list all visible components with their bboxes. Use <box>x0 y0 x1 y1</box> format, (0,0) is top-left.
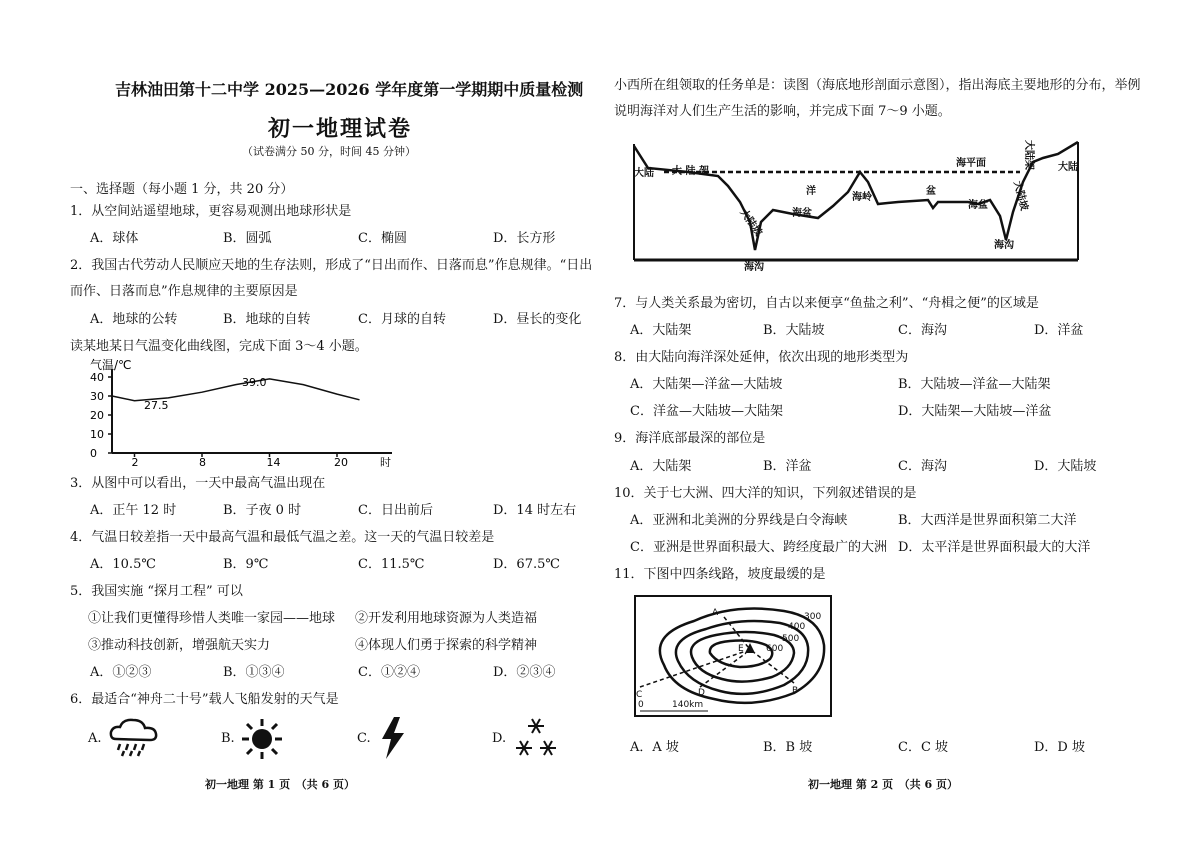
scale-zero: 0 <box>638 700 644 710</box>
q11-option-d[interactable]: D．D 坡 <box>1034 740 1085 755</box>
label-slope-left: 大陆坡 <box>737 207 764 239</box>
point-label-a: A <box>712 608 719 618</box>
q9-option-b[interactable]: B．洋盆 <box>763 459 812 474</box>
q8-option-a[interactable]: A．大陆架—洋盆—大陆坡 <box>630 377 783 392</box>
q4-option-b[interactable]: B．9℃ <box>223 557 269 572</box>
label-slope-right: 大陆坡 <box>1011 179 1030 212</box>
label-basin-2: 海盆 <box>968 200 988 211</box>
q2-option-c[interactable]: C．月球的自转 <box>358 312 446 327</box>
q5-option-b[interactable]: B．①③④ <box>223 665 285 680</box>
point-label-b: B <box>792 686 799 696</box>
q3-option-a[interactable]: A．正午 12 时 <box>90 503 177 518</box>
label-basin-char: 盆 <box>926 186 936 197</box>
q5-item-2: ②开发利用地球资源为人类造福 <box>355 611 538 626</box>
question-1: 1．从空间站遥望地球，更容易观测出地球形状是 <box>70 204 352 219</box>
q7-option-a[interactable]: A．大陆架 <box>630 323 692 338</box>
intro-line-1: 小西所在组领取的任务单是：读图（海底地形剖面示意图），指出海底主要地形的分布，举例 <box>614 78 1141 93</box>
label-trench-left: 海沟 <box>744 262 764 273</box>
q10-option-b[interactable]: B．大西洋是世界面积第二大洋 <box>898 513 1077 528</box>
ocean-floor-diagram <box>628 132 1084 278</box>
q3-4-intro: 读某地某日气温变化曲线图，完成下面 3～4 小题。 <box>70 339 368 354</box>
q6-option-a[interactable]: A. <box>88 731 102 746</box>
chart-series <box>112 379 360 401</box>
label-ocean: 洋 <box>806 186 816 197</box>
q1-option-d[interactable]: D．长方形 <box>493 231 556 246</box>
question-8: 8．由大陆向海洋深处延伸，依次出现的地形类型为 <box>614 350 909 365</box>
chart-ytick-label: 40 <box>90 371 104 384</box>
page-2-footer: 初一地理 第 2 页 （共 6 页） <box>808 778 958 791</box>
question-7: 7．与人类关系最为密切，自古以来便享“鱼盐之利”、“舟楫之便”的区域是 <box>614 296 1039 311</box>
chart-x-unit: 时 <box>380 456 391 467</box>
label-sea-level: 海平面 <box>956 158 986 169</box>
q3-option-d[interactable]: D．14 时左右 <box>493 503 577 518</box>
q2-option-d[interactable]: D．昼长的变化 <box>493 312 582 327</box>
q2-option-a[interactable]: A．地球的公转 <box>90 312 178 327</box>
q9-option-c[interactable]: C．海沟 <box>898 459 947 474</box>
temperature-line <box>112 379 360 401</box>
q1-option-b[interactable]: B．圆弧 <box>223 231 272 246</box>
q7-option-d[interactable]: D．洋盆 <box>1034 323 1084 338</box>
q4-option-a[interactable]: A．10.5℃ <box>90 557 156 572</box>
q6-option-d[interactable]: D. <box>492 731 507 746</box>
q5-option-a[interactable]: A．①②③ <box>90 665 152 680</box>
contour-label-600: 600 <box>766 644 784 654</box>
q5-option-d[interactable]: D．②③④ <box>493 665 556 680</box>
question-5: 5．我国实施 “探月工程” 可以 <box>70 584 243 599</box>
chart-xtick-label: 20 <box>334 456 348 467</box>
q10-option-a[interactable]: A．亚洲和北美洲的分界线是白令海峡 <box>630 513 848 528</box>
section-title: 一、选择题（每小题 1 分，共 20 分） <box>70 182 294 197</box>
temperature-chart <box>82 355 402 467</box>
chart-xtick-label: 2 <box>131 456 139 467</box>
point-label-d: D <box>698 688 705 698</box>
q2-option-b[interactable]: B．地球的自转 <box>223 312 311 327</box>
chart-ytick-label: 30 <box>90 390 104 403</box>
q5-item-3: ③推动科技创新，增强航天实力 <box>88 638 271 653</box>
chart-ylabel: 气温/℃ <box>90 358 132 372</box>
label-shelf-left: 大 陆 架 <box>672 166 709 177</box>
sun-icon <box>240 717 284 761</box>
label-shelf-right: 大陆架 <box>1023 140 1034 170</box>
point-label-e: E <box>738 644 744 654</box>
q8-option-c[interactable]: C．洋盆—大陆坡—大陆架 <box>630 404 783 419</box>
q10-option-d[interactable]: D．太平洋是世界面积最大的大洋 <box>898 540 1091 555</box>
chart-ytick-label: 0 <box>90 447 97 460</box>
label-left-land: 大陆 <box>634 168 654 179</box>
label-trench-right: 海沟 <box>994 240 1014 251</box>
question-2-line1: 2．我国古代劳动人民顺应天地的生存法则，形成了“日出而作、日落而息”作息规律。“日出 <box>70 258 593 273</box>
label-ridge: 海岭 <box>852 192 872 203</box>
exam-info: （试卷满分 50 分，时间 45 分钟） <box>242 145 416 158</box>
q3-option-c[interactable]: C．日出前后 <box>358 503 433 518</box>
q1-option-a[interactable]: A．球体 <box>90 231 139 246</box>
question-9: 9．海洋底部最深的部位是 <box>614 431 766 446</box>
q10-option-c[interactable]: C．亚洲是世界面积最大、跨经度最广的大洲 <box>630 540 887 555</box>
q8-option-b[interactable]: B．大陆坡—洋盆—大陆架 <box>898 377 1051 392</box>
question-2-line2: 而作、日落而息”作息规律的主要原因是 <box>70 284 298 299</box>
q6-option-c[interactable]: C. <box>357 731 371 746</box>
chart-label-min: 27.5 <box>144 399 169 412</box>
rain-cloud-icon <box>108 717 160 757</box>
question-4: 4．气温日较差指一天中最高气温和最低气温之差。这一天的气温日较差是 <box>70 530 495 545</box>
chart-ytick-label: 10 <box>90 428 104 441</box>
q7-option-b[interactable]: B．大陆坡 <box>763 323 825 338</box>
question-3: 3．从图中可以看出，一天中最高气温出现在 <box>70 476 326 491</box>
q3-option-b[interactable]: B．子夜 0 时 <box>223 503 302 518</box>
q11-option-b[interactable]: B．B 坡 <box>763 740 813 755</box>
exam-title: 初一地理试卷 <box>268 116 413 142</box>
q4-option-d[interactable]: D．67.5℃ <box>493 557 560 572</box>
question-6: 6．最适合“神舟二十号”载人飞船发射的天气是 <box>70 692 339 707</box>
contour-label-400: 400 <box>788 622 806 632</box>
snowflake-icon <box>512 716 560 760</box>
label-right-land: 大陆 <box>1058 162 1078 173</box>
q9-option-a[interactable]: A．大陆架 <box>630 459 692 474</box>
q5-option-c[interactable]: C．①②④ <box>358 665 420 680</box>
chart-xtick-label: 8 <box>199 456 206 467</box>
point-label-c: C <box>636 690 643 700</box>
chart-label-max: 39.0 <box>242 376 267 389</box>
question-11: 11．下图中四条线路，坡度最缓的是 <box>614 567 826 582</box>
q8-option-d[interactable]: D．大陆架—大陆坡—洋盆 <box>898 404 1052 419</box>
question-10: 10．关于七大洲、四大洋的知识，下列叙述错误的是 <box>614 486 917 501</box>
q4-option-c[interactable]: C．11.5℃ <box>358 557 425 572</box>
label-basin-1: 海盆 <box>792 208 812 219</box>
q5-item-4: ④体现人们勇于探索的科学精神 <box>355 638 538 653</box>
q6-option-b[interactable]: B. <box>221 731 235 746</box>
scale-text: 140km <box>672 700 704 710</box>
intro-line-2: 说明海洋对人们生产生活的影响，并完成下面 7～9 小题。 <box>614 104 951 119</box>
q7-option-c[interactable]: C．海沟 <box>898 323 947 338</box>
lightning-icon <box>378 715 408 761</box>
chart-xtick-label: 14 <box>266 456 281 467</box>
header-title: 吉林油田第十二中学 2025—2026 学年度第一学期期中质量检测 <box>115 80 584 99</box>
q11-option-a[interactable]: A．A 坡 <box>630 740 679 755</box>
contour-label-500: 500 <box>782 634 800 644</box>
contour-label-300: 300 <box>804 612 822 622</box>
contour-map <box>634 595 832 717</box>
q11-option-c[interactable]: C．C 坡 <box>898 740 949 755</box>
q9-option-d[interactable]: D．大陆坡 <box>1034 459 1097 474</box>
page-1-footer: 初一地理 第 1 页 （共 6 页） <box>205 778 355 791</box>
chart-ytick-label: 20 <box>90 409 104 422</box>
q1-option-c[interactable]: C．椭圆 <box>358 231 407 246</box>
q5-item-1: ①让我们更懂得珍惜人类唯一家园——地球 <box>88 611 336 626</box>
